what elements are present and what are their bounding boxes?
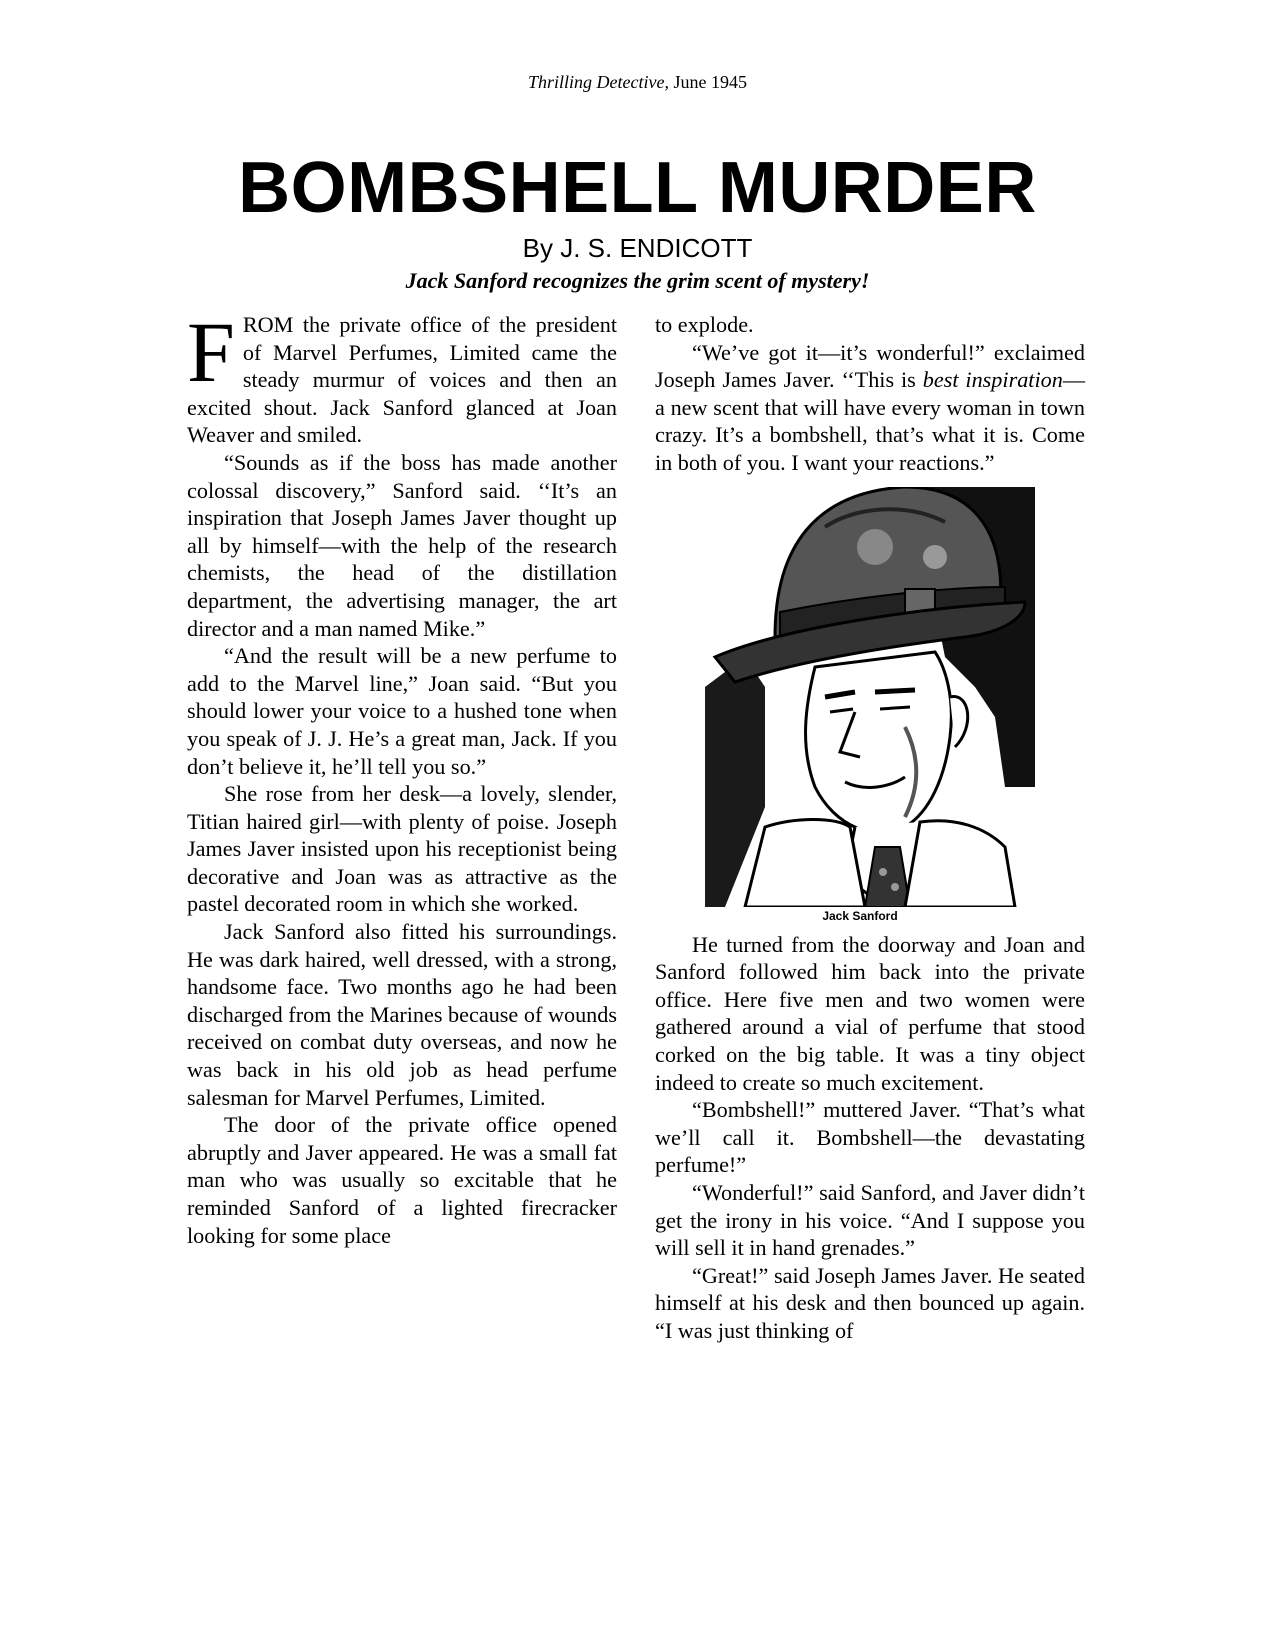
paragraph [187, 304, 617, 449]
left-column [187, 304, 617, 1249]
illustration-figure [655, 487, 1085, 923]
paragraph: He turned from the doorway and Joan and Sanford followed him back into the private office. Here five men and two women were gathered around a vial of perfume that stood corked on the big table. It was a tiny object indeed to create so much excitement. [655, 931, 1085, 1095]
emphasis-text: best inspiration [922, 367, 1063, 393]
paragraph-text: “We’ve got it—it’s wonderful!” exclaimed Joseph James Javer. ‘‘This is [655, 339, 1085, 393]
paragraph: She rose from her desk—a lovely, slender, Titian haired girl—with plenty of poise. Joseph James Javer insisted upon his receptionist being decorative and Joan was as attractive as the pastel decorated room in which she worked. [187, 781, 617, 917]
paragraph: “And the result will be a new perfume to add to the Marvel line,” Joan said. “But you should lower your voice to a hushed tone when you speak of J. J. He’s a great man, Jack. If you don’t believe it, he’ll tell you so.” [187, 643, 617, 779]
paragraph: “Sounds as if the boss has made another colossal discovery,” Sanford said. ‘‘It’s an inspiration that Joseph James Javer thought up all by himself—with the help of the research chemists, the head of the distillation department, the advertising manager, the art director and a man named Mike.” [187, 449, 617, 641]
magazine-name: Thrilling Detective, [528, 72, 669, 92]
story-title: BOMBSHELL MURDER [238, 148, 1037, 228]
issue-date: June 1945 [668, 72, 747, 92]
paragraph-text: —a new scent that will have every woman in town crazy. It’s a bombshell, that’s what it is. Come in both of you. I want your reactions.” [655, 367, 1085, 475]
drop-cap: F [187, 304, 235, 400]
paragraph-text: ROM the private office of the president of Marvel Perfumes, Limited came the steady murmur of voices and then an excited shout. Jack Sanford glanced at Joan Weaver and smiled. [187, 312, 617, 448]
paragraph: “Great!” said Joseph James Javer. He seated himself at his desk and then bounced up again. “I was just thinking of [655, 1262, 1085, 1343]
tagline: Jack Sanford recognizes the grim scent of mystery! [405, 268, 870, 293]
page-header [0, 72, 1275, 93]
byline: By J. S. ENDICOTT [522, 233, 753, 263]
paragraph: “Wonderful!” said Sanford, and Javer didn’t get the irony in his voice. “And I suppose you will sell it in hand grenades.” [655, 1179, 1085, 1261]
paragraph: The door of the private office opened abruptly and Javer appeared. He was a small fat man who was usually so excitable that he reminded Sanford of a lighted firecracker looking for some place [187, 1112, 617, 1248]
paragraph: to explode. [655, 312, 754, 337]
man-in-fedora-illustration [705, 487, 1035, 907]
right-column [655, 311, 1085, 1344]
figure-caption: Jack Sanford [822, 908, 898, 923]
paragraph: Jack Sanford also fitted his surroundings. He was dark haired, well dressed, with a strong, handsome face. Two months ago he had been discharged from the Marines because of wounds received on combat duty overseas, and now he was back in his old job as head perfume salesman for Marvel Perfumes, Limited. [187, 919, 617, 1110]
paragraph [655, 339, 1085, 477]
paragraph: “Bombshell!” muttered Javer. “That’s what we’ll call it. Bombshell—the devastating perfume!” [655, 1097, 1085, 1178]
